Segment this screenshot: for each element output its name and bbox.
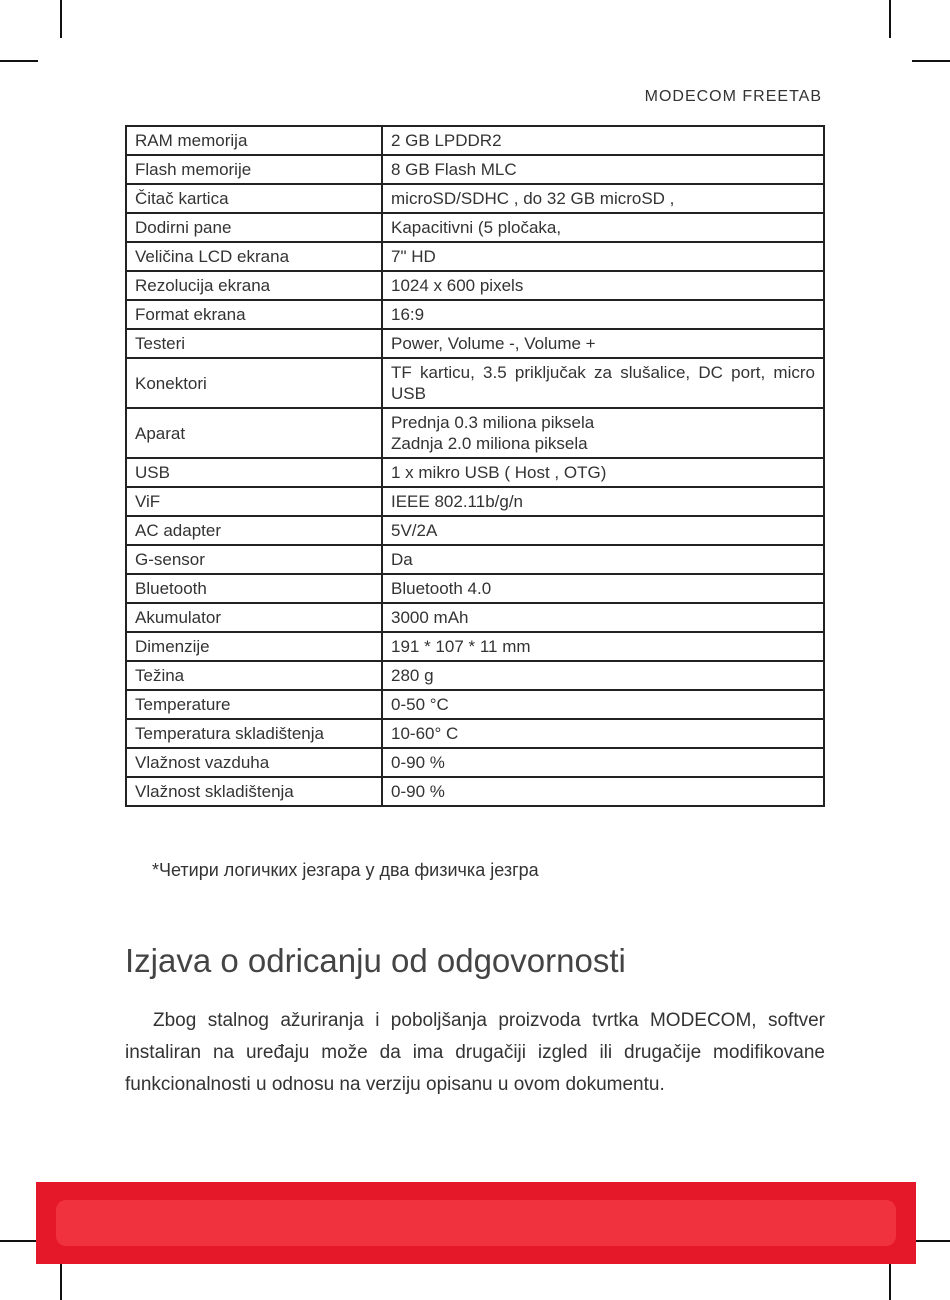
table-row [126,358,824,408]
spec-value: 0-90 % [382,748,824,777]
spec-value-line: Zadnja 2.0 miliona piksela [391,434,588,453]
spec-value: 7" HD [382,242,824,271]
spec-key: Flash memorije [126,155,382,184]
spec-value: 8 GB Flash MLC [382,155,824,184]
spec-value: 3000 mAh [382,603,824,632]
spec-table [125,125,825,807]
spec-value: 10-60° C [382,719,824,748]
table-row [126,458,824,487]
spec-value [382,408,824,458]
table-row [126,300,824,329]
spec-value: Power, Volume -, Volume + [382,329,824,358]
spec-key: Dodirni pane [126,213,382,242]
spec-value: TF karticu, 3.5 priključak za slušalice, DC port, micro USB [382,358,824,408]
spec-key: Konektori [126,358,382,408]
spec-value: Kapacitivni (5 pločaka, [382,213,824,242]
table-row [126,126,824,155]
table-row [126,271,824,300]
crop-mark [912,60,950,62]
spec-key: Rezolucija ekrana [126,271,382,300]
footer-band-inner [56,1200,896,1246]
table-row [126,329,824,358]
spec-key: Temperatura skladištenja [126,719,382,748]
crop-mark [0,1240,38,1242]
spec-key: Akumulator [126,603,382,632]
spec-key: Dimenzije [126,632,382,661]
table-row [126,516,824,545]
crop-mark [889,1262,891,1300]
spec-key: Vlažnost skladištenja [126,777,382,806]
spec-key: Aparat [126,408,382,458]
spec-value: 2 GB LPDDR2 [382,126,824,155]
spec-value: Bluetooth 4.0 [382,574,824,603]
spec-key: Bluetooth [126,574,382,603]
spec-key: USB [126,458,382,487]
spec-value-line: Prednja 0.3 miliona piksela [391,413,595,432]
spec-value: 0-90 % [382,777,824,806]
table-row [126,777,824,806]
footnote: *Четири логичких језгара у два физичка језгра [152,860,539,880]
spec-value: microSD/SDHC , do 32 GB microSD , [382,184,824,213]
table-row [126,487,824,516]
table-row [126,661,824,690]
table-row [126,242,824,271]
spec-value: Da [382,545,824,574]
table-row [126,545,824,574]
table-row [126,603,824,632]
table-row [126,155,824,184]
disclaimer-paragraph: Zbog stalnog ažuriranja i poboljšanja proizvoda tvrtka MODECOM, softver instaliran na uređaju može da ima drugačiji izgled ili drugačije modifikovane funkcionalnosti u odnosu na verziju opisanu u ovom dokumentu. [125,1010,825,1095]
spec-key: Vlažnost vazduha [126,748,382,777]
spec-key: Veličina LCD ekrana [126,242,382,271]
crop-mark [889,0,891,38]
spec-key: G-sensor [126,545,382,574]
spec-value: 0-50 °C [382,690,824,719]
spec-key: Format ekrana [126,300,382,329]
table-row [126,719,824,748]
crop-mark [0,60,38,62]
spec-value: 16:9 [382,300,824,329]
section-heading: Izjava o odricanju od odgovornosti [125,942,626,980]
table-row [126,408,824,458]
header-brand: MODECOM FREETAB [644,88,822,105]
crop-mark [60,1262,62,1300]
table-row [126,213,824,242]
spec-value: 280 g [382,661,824,690]
spec-key: Težina [126,661,382,690]
spec-value: 1 x mikro USB ( Host , OTG) [382,458,824,487]
spec-key: AC adapter [126,516,382,545]
table-row [126,748,824,777]
spec-value: 191 * 107 * 11 mm [382,632,824,661]
crop-mark [912,1240,950,1242]
spec-key: Testeri [126,329,382,358]
spec-value: 1024 x 600 pixels [382,271,824,300]
spec-value: 5V/2A [382,516,824,545]
spec-key: RAM memorija [126,126,382,155]
spec-value: IEEE 802.11b/g/n [382,487,824,516]
crop-mark [60,0,62,38]
spec-key: Čitač kartica [126,184,382,213]
table-row [126,574,824,603]
table-row [126,632,824,661]
table-row [126,690,824,719]
spec-key: ViF [126,487,382,516]
spec-key: Temperature [126,690,382,719]
table-row [126,184,824,213]
